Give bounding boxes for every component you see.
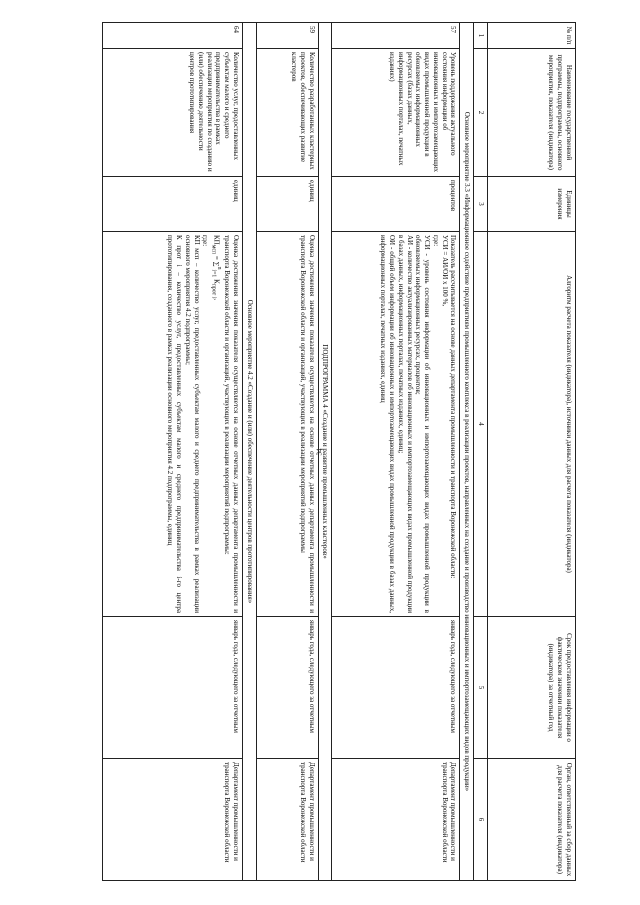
column-number: 6: [474, 759, 488, 881]
row-deadline: январь года, следующего за отчетным: [256, 617, 318, 759]
column-number: 2: [474, 49, 488, 177]
header-name: Наименование государственной программы, подпрограммы, основного мероприятия, показателя (индикатора): [488, 49, 576, 177]
formula-equals-sum: = ∑: [213, 254, 222, 267]
row-num: 59: [256, 23, 318, 49]
row-name: Количество услуг, предоставленных субъектам малого и среднего предпринимательства в рамках реализации мероприятия по созданию и (или) обеспечению деятельности центров прототипирования: [103, 49, 243, 177]
row-unit: единиц: [103, 177, 243, 232]
header-num: № п/п: [488, 23, 576, 49]
row-responsible: Департамент промышленности и транспорта Воронежской области: [256, 759, 318, 881]
indicator-table: [102, 22, 576, 881]
section-row-3-3: [460, 23, 474, 881]
row-unit: единиц: [256, 177, 318, 232]
section-title: Основное мероприятие 4.2 «Создание и (или) обеспечение деятельности центров прототипирования»: [243, 23, 257, 881]
row-num: 64: [103, 23, 243, 49]
row-responsible: Департамент промышленности и транспорта Воронежской области: [103, 759, 243, 881]
row-name: Количество разработанных кластерных проектов, обеспечивающих развитие кластеров: [256, 49, 318, 177]
row-unit: процентов: [332, 177, 460, 232]
formula-sum-upper: n: [216, 266, 223, 270]
row-algorithm: Показатель рассчитывается на основе данных департамента промышленности и транспорта Воронежской области: УСИ = АИ/ОИ х 100 %, где: УСИ - уровень состояния информации об инновационных и импортозамещающих видах промышленной продукции в обновляемых информационных ресурсах, процентов; АИ - количество актуализированных материалов об инновационных и импортозамещающих видах промышленной продукции в базах данных, информационных порталах, печатных изданиях, единиц; ОИ - общий объем информации об инновационных и импортозамещающих видах промышленной продукции в базах данных, информационных порталах, печатных изданиях, единиц: [332, 232, 460, 617]
header-responsible: Орган, ответственный за сбор данных для расчета показателя (индикатора): [488, 759, 576, 881]
header-deadline: Срок предоставления информации о фактическом значении показателя (индикатора) за отчетный год: [488, 617, 576, 759]
row-responsible: Департамент промышленности и транспорта Воронежской области: [332, 759, 460, 881]
table-header-row: [488, 23, 576, 881]
formula-sum-lower: i=1: [210, 269, 217, 278]
indicator-table-sheet: [124, 22, 576, 880]
formula-end: ,: [213, 298, 222, 301]
table-row: [103, 23, 243, 881]
formula-subscript: мсп: [210, 244, 217, 255]
row-algorithm: [103, 232, 243, 617]
subprogram-title: ПОДПРОГРАММА 4 «Создание и развитие промышленных кластеров»: [318, 23, 332, 881]
subprogram-row-4: [318, 23, 332, 881]
table-row: [256, 23, 318, 881]
column-number: 3: [474, 177, 488, 232]
where-label: где:: [201, 235, 210, 247]
definition-kp: КП мсп – количество услуг, предоставленных субъектам малого и среднего предпринимательства в рамках реализации основного мероприятия 4.2 подпрограммы;: [184, 235, 201, 613]
column-number-row: [474, 23, 488, 881]
table-row: [332, 23, 460, 881]
definition-kprot: К прот i – количество услуг, предоставленных субъектам малого и среднего предпринимательства i-го центра прототипирования, созданного в рамках реализации основного мероприятия 4.2 подпрограммы, единиц: [166, 235, 184, 613]
algorithm-intro: Оценка достижения значения показателя осуществляется на основе отчетных данных департамента промышленности и транспорта Воронежской области и организаций, участвующих в реализации мероприятий подпрограммы:: [223, 235, 240, 613]
formula: [210, 235, 223, 613]
column-number: 1: [474, 23, 488, 49]
section-title: Основное мероприятие 3.3 «Информационное содействие предприятиям промышленного комплекса в реализации проектов, направленных на создание и производство инновационных и импортозамещающих видов продукции»: [460, 23, 474, 881]
section-row-4-2: [243, 23, 257, 881]
row-name: Уровень поддержания актуального состояния информации об инновационных и импортозамещающих видах промышленной продукции в обновляемых информационных ресурсах (базах данных, информационных порталах, печатных изданиях): [332, 49, 460, 177]
header-algorithm: Алгоритм расчета показателя (индикатора), источники данных для расчета показателя (индикатора): [488, 232, 576, 617]
row-deadline: январь года, следующего за отчетным: [332, 617, 460, 759]
page-number: 34: [315, 448, 324, 456]
column-number: 5: [474, 617, 488, 759]
formula-term-subscript: прот i: [210, 283, 217, 299]
column-number: 4: [474, 232, 488, 617]
formula-term: К: [213, 277, 222, 284]
row-deadline: январь года, следующего за отчетным: [103, 617, 243, 759]
row-algorithm: Оценка достижения значения показателя осуществляется на основе отчетных данных департамента промышленности и транспорта Воронежской области и организаций, участвующих в реализации мероприятий подпрограммы: [256, 232, 318, 617]
row-num: 57: [332, 23, 460, 49]
header-unit: Единицы измерения: [488, 177, 576, 232]
formula-symbol: КП: [213, 235, 222, 245]
